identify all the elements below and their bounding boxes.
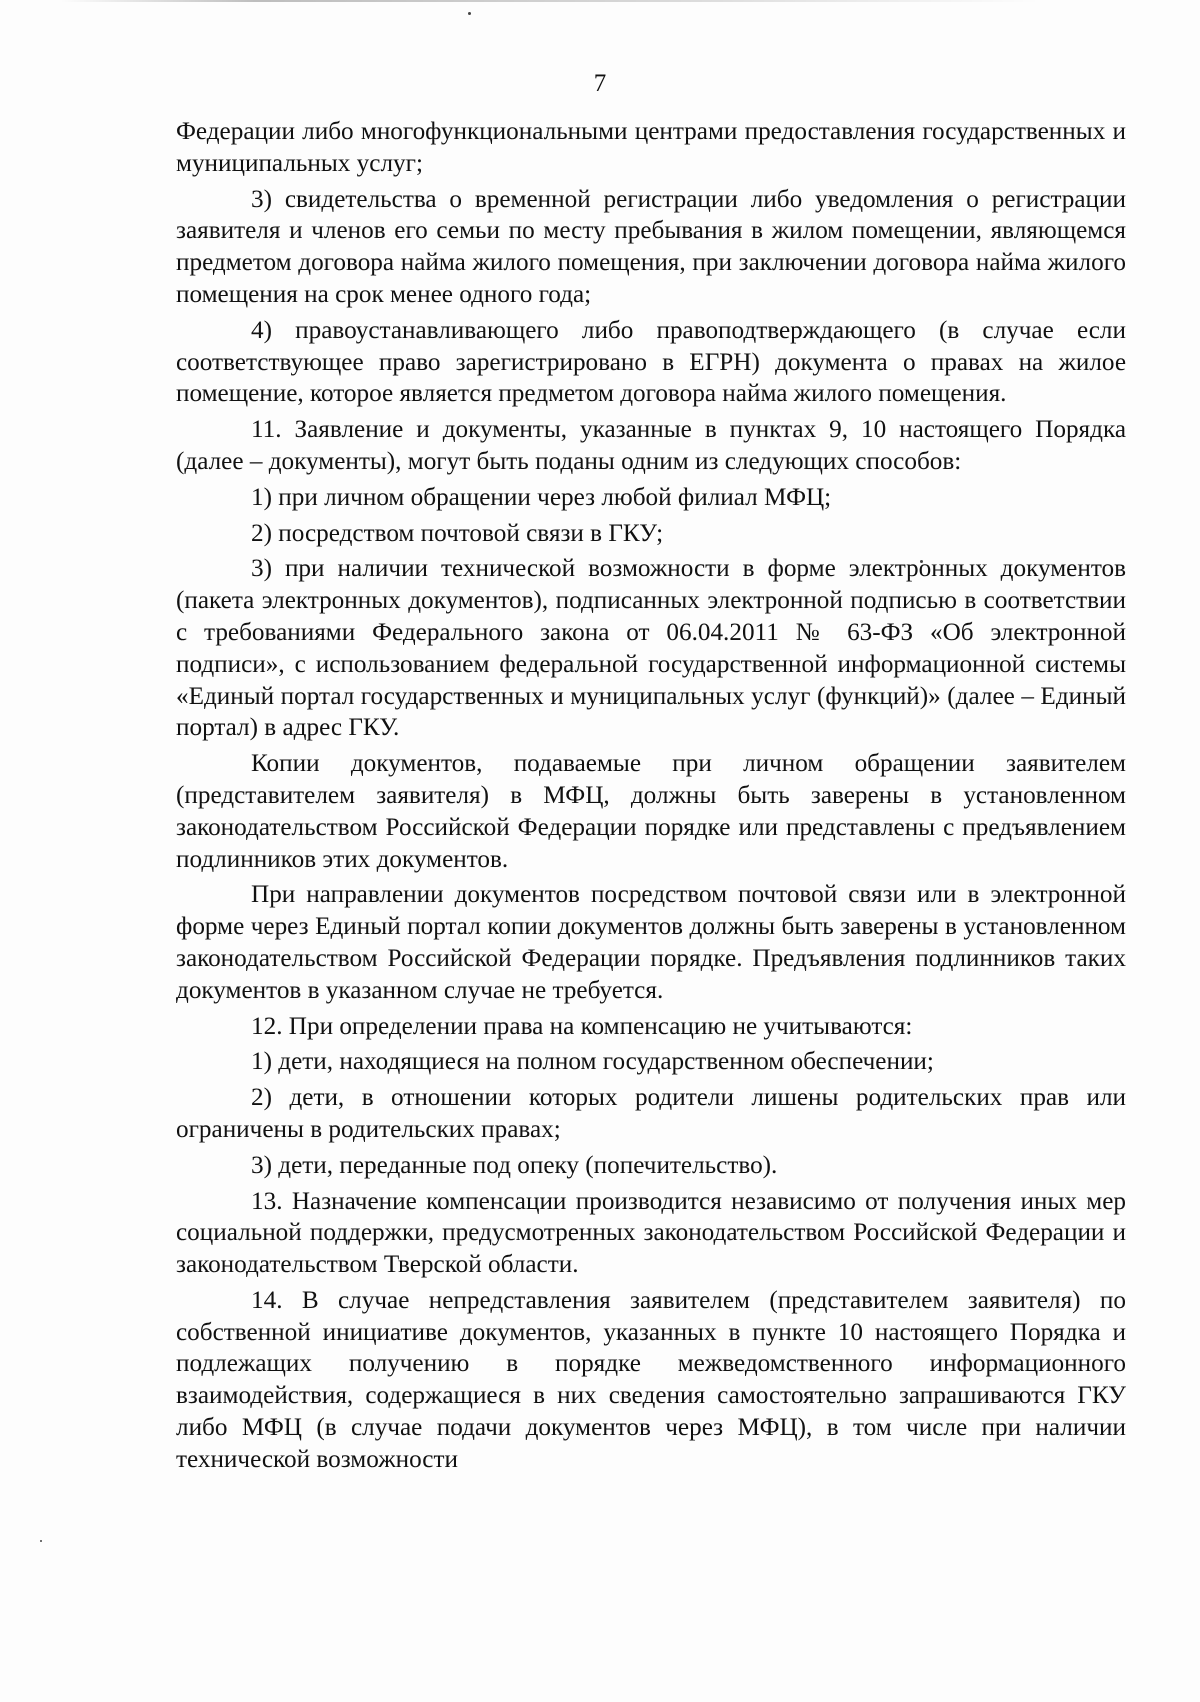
- scan-artifact-line: [60, 0, 1040, 2]
- page-number: 7: [593, 70, 607, 97]
- paragraph: 2) посредством почтовой связи в ГКУ;: [251, 519, 664, 547]
- paragraph: 3) дети, переданные под опеку (попечительство).: [251, 1151, 778, 1179]
- paragraph: 11. Заявление и документы, указанные в пунктах 9, 10 настоящего Порядка (далее – документы), могут быть поданы одним из следующих способов:: [176, 416, 1126, 475]
- paragraph: 3) при наличии технической возможности в форме электронных документов (пакета электронных документов), подписанных электронной подписью в соответствии с требованиями Федерального закона от 06.04.2011 № 63-ФЗ «Об электронной подписи», с использованием федеральной государственной информационной системы «Единый портал государственных и муниципальных услуг (функций)» (далее – Единый портал) в адрес ГКУ.: [176, 555, 1126, 742]
- paragraph: 12. При определении права на компенсацию не учитываются:: [251, 1012, 913, 1040]
- scan-speck: [468, 12, 471, 15]
- paragraph: 4) правоустанавливающего либо правоподтверждающего (в случае если соответствующее право зарегистрировано в ЕГРН) документа о правах на жилое помещение, которое является предметом договора найма жилого помещения.: [176, 316, 1126, 408]
- document-body: [176, 116, 1126, 1476]
- paragraph: Копии документов, подаваемые при личном обращении заявителем (представителем заявителя) в МФЦ, должны быть заверены в установленном законодательством Российской Федерации порядке или представлены с предъявлением подлинников этих документов.: [176, 750, 1126, 873]
- paragraph: Федерации либо многофункциональными центрами предоставления государственных и муниципальных услуг;: [176, 118, 1126, 177]
- paragraph: 3) свидетельства о временной регистрации либо уведомления о регистрации заявителя и членов его семьи по месту пребывания в жилом помещении, являющемся предметом договора найма жилого помещения, при заключении договора найма жилого помещения на срок менее одного года;: [176, 185, 1126, 308]
- paragraph: 2) дети, в отношении которых родители лишены родительских прав или ограничены в родительских правах;: [176, 1084, 1126, 1143]
- paragraph: При направлении документов посредством почтовой связи или в электронной форме через Единый портал копии документов должны быть заверены в установленном законодательством Российской Федерации порядке. Предъявления подлинников таких документов в указанном случае не требуется.: [176, 881, 1126, 1004]
- paragraph: 13. Назначение компенсации производится независимо от получения иных мер социальной поддержки, предусмотренных законодательством Российской Федерации и законодательством Тверской области.: [176, 1187, 1126, 1279]
- paragraph: 14. В случае непредставления заявителем (представителем заявителя) по собственной инициативе документов, указанных в пункте 10 настоящего Порядка и подлежащих получению в порядке межведомственного информационного взаимодействия, содержащиеся в них сведения самостоятельно запрашиваются ГКУ либо МФЦ (в случае подачи документов через МФЦ), в том числе при наличии технической возможности: [176, 1286, 1126, 1473]
- scan-speck: [40, 1540, 42, 1542]
- paragraph: 1) дети, находящиеся на полном государственном обеспечении;: [251, 1048, 934, 1076]
- paragraph: 1) при личном обращении через любой филиал МФЦ;: [251, 483, 832, 511]
